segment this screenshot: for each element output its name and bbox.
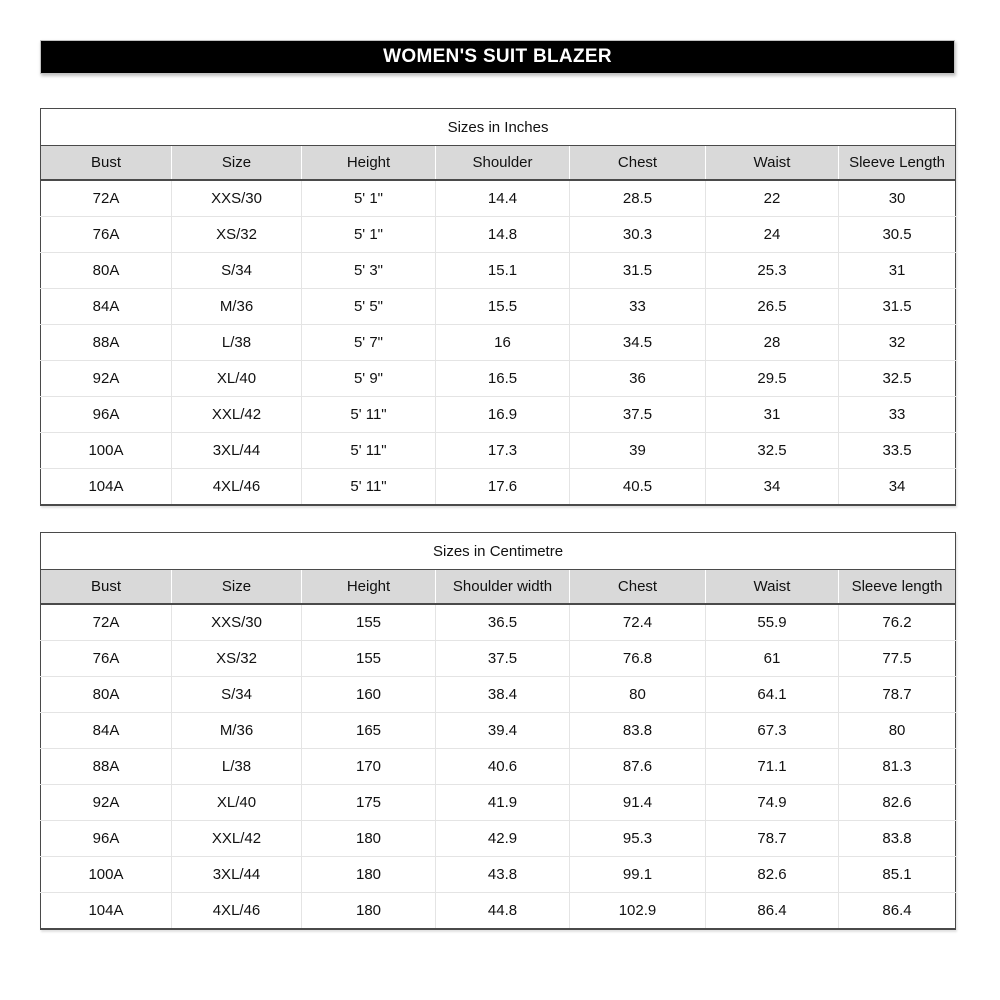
table-cell: 100A — [41, 857, 172, 893]
table-cell: 16.5 — [436, 361, 570, 397]
sizes-in-centimetre-table — [40, 532, 956, 930]
table-cell: 25.3 — [706, 253, 839, 289]
table-row — [41, 749, 956, 785]
table-cell: L/38 — [172, 749, 302, 785]
table-cell: 165 — [302, 713, 436, 749]
table-cell: 76A — [41, 641, 172, 677]
table-cell: 16.9 — [436, 397, 570, 433]
table-cell: XS/32 — [172, 641, 302, 677]
table-cell: 30 — [839, 180, 956, 217]
table-title: Sizes in Centimetre — [41, 533, 956, 570]
table-cell: 17.3 — [436, 433, 570, 469]
table-cell: 83.8 — [839, 821, 956, 857]
table-cell: 88A — [41, 749, 172, 785]
sizes-in-inches-table — [40, 108, 956, 506]
table-cell: 44.8 — [436, 893, 570, 930]
table-cell: 84A — [41, 289, 172, 325]
table-cell: 86.4 — [839, 893, 956, 930]
table-cell: 72A — [41, 604, 172, 641]
table-cell: 39 — [570, 433, 706, 469]
table-row — [41, 289, 956, 325]
table-cell: 96A — [41, 397, 172, 433]
column-header: Shoulder width — [436, 570, 570, 605]
table-cell: 72A — [41, 180, 172, 217]
table-cell: 99.1 — [570, 857, 706, 893]
table-cell: 76.8 — [570, 641, 706, 677]
table-cell: 4XL/46 — [172, 469, 302, 506]
table-cell: M/36 — [172, 289, 302, 325]
table-cell: 28.5 — [570, 180, 706, 217]
table-cell: 30.3 — [570, 217, 706, 253]
table-cell: 80A — [41, 253, 172, 289]
table-cell: 33 — [570, 289, 706, 325]
table-cell: 39.4 — [436, 713, 570, 749]
table-cell: 95.3 — [570, 821, 706, 857]
table-cell: 72.4 — [570, 604, 706, 641]
table-cell: 82.6 — [706, 857, 839, 893]
table-cell: 40.5 — [570, 469, 706, 506]
table-row — [41, 604, 956, 641]
table-cell: 76A — [41, 217, 172, 253]
table-cell: 83.8 — [570, 713, 706, 749]
table-cell: S/34 — [172, 253, 302, 289]
table-cell: 80 — [839, 713, 956, 749]
table-row — [41, 641, 956, 677]
table-cell: 5' 1" — [302, 217, 436, 253]
table-cell: 81.3 — [839, 749, 956, 785]
table-cell: 5' 9" — [302, 361, 436, 397]
table-cell: 37.5 — [436, 641, 570, 677]
table-cell: 3XL/44 — [172, 857, 302, 893]
table-cell: 104A — [41, 469, 172, 506]
column-header: Size — [172, 146, 302, 181]
table-cell: S/34 — [172, 677, 302, 713]
column-header: Waist — [706, 570, 839, 605]
table-cell: 26.5 — [706, 289, 839, 325]
table-cell: 155 — [302, 641, 436, 677]
table-cell: 4XL/46 — [172, 893, 302, 930]
column-header: Shoulder — [436, 146, 570, 181]
table-cell: 32.5 — [839, 361, 956, 397]
table-cell: 96A — [41, 821, 172, 857]
table-cell: 180 — [302, 821, 436, 857]
table-cell: XXS/30 — [172, 180, 302, 217]
table-cell: 32.5 — [706, 433, 839, 469]
table-cell: 155 — [302, 604, 436, 641]
table-cell: 34 — [706, 469, 839, 506]
table-row — [41, 253, 956, 289]
table-row — [41, 397, 956, 433]
table-cell: XL/40 — [172, 785, 302, 821]
table-title: Sizes in Inches — [41, 109, 956, 146]
table-cell: 86.4 — [706, 893, 839, 930]
table-cell: 5' 11" — [302, 433, 436, 469]
table-cell: XXL/42 — [172, 397, 302, 433]
column-header: Sleeve Length — [839, 146, 956, 181]
column-header: Chest — [570, 570, 706, 605]
table-row — [41, 785, 956, 821]
table-cell: 85.1 — [839, 857, 956, 893]
table-cell: 34.5 — [570, 325, 706, 361]
table-cell: 91.4 — [570, 785, 706, 821]
table-cell: 160 — [302, 677, 436, 713]
table-cell: 5' 1" — [302, 180, 436, 217]
table-cell: 84A — [41, 713, 172, 749]
table-cell: 170 — [302, 749, 436, 785]
table-row — [41, 677, 956, 713]
table-cell: 36 — [570, 361, 706, 397]
table-cell: 5' 5" — [302, 289, 436, 325]
table-cell: 78.7 — [706, 821, 839, 857]
table-cell: XS/32 — [172, 217, 302, 253]
table-cell: 175 — [302, 785, 436, 821]
product-banner — [40, 40, 955, 74]
table-cell: M/36 — [172, 713, 302, 749]
table-cell: 82.6 — [839, 785, 956, 821]
column-header: Bust — [41, 570, 172, 605]
table-cell: 100A — [41, 433, 172, 469]
table-cell: 40.6 — [436, 749, 570, 785]
column-header: Height — [302, 570, 436, 605]
table-cell: 5' 11" — [302, 469, 436, 506]
table-cell: 28 — [706, 325, 839, 361]
table-cell: 24 — [706, 217, 839, 253]
table-cell: 64.1 — [706, 677, 839, 713]
table-cell: 5' 11" — [302, 397, 436, 433]
table-row — [41, 857, 956, 893]
table-cell: 31.5 — [570, 253, 706, 289]
table-cell: 5' 7" — [302, 325, 436, 361]
table-cell: 55.9 — [706, 604, 839, 641]
table-cell: 31 — [839, 253, 956, 289]
table-cell: 17.6 — [436, 469, 570, 506]
table-cell: 61 — [706, 641, 839, 677]
table-title-row — [41, 109, 956, 146]
table-cell: XL/40 — [172, 361, 302, 397]
table-cell: 76.2 — [839, 604, 956, 641]
table-header-row — [41, 146, 956, 181]
column-header: Chest — [570, 146, 706, 181]
table-cell: 36.5 — [436, 604, 570, 641]
table-cell: 71.1 — [706, 749, 839, 785]
table-cell: 14.8 — [436, 217, 570, 253]
table-row — [41, 469, 956, 506]
table-cell: XXL/42 — [172, 821, 302, 857]
table-cell: 102.9 — [570, 893, 706, 930]
table-cell: 42.9 — [436, 821, 570, 857]
table-cell: 92A — [41, 361, 172, 397]
table-cell: 22 — [706, 180, 839, 217]
table-cell: 29.5 — [706, 361, 839, 397]
table-cell: 30.5 — [839, 217, 956, 253]
table-cell: 77.5 — [839, 641, 956, 677]
table-cell: 104A — [41, 893, 172, 930]
table-row — [41, 217, 956, 253]
table-cell: 67.3 — [706, 713, 839, 749]
table-cell: L/38 — [172, 325, 302, 361]
page-title: WOMEN'S SUIT BLAZER — [383, 46, 612, 67]
column-header: Height — [302, 146, 436, 181]
column-header: Sleeve length — [839, 570, 956, 605]
table-cell: 14.4 — [436, 180, 570, 217]
table-cell: 92A — [41, 785, 172, 821]
table-cell: 180 — [302, 893, 436, 930]
table-cell: 74.9 — [706, 785, 839, 821]
table-cell: 31 — [706, 397, 839, 433]
table-row — [41, 361, 956, 397]
table-cell: 80A — [41, 677, 172, 713]
table-cell: 37.5 — [570, 397, 706, 433]
table-cell: 34 — [839, 469, 956, 506]
table-header-row — [41, 570, 956, 605]
column-header: Size — [172, 570, 302, 605]
table-cell: 78.7 — [839, 677, 956, 713]
table-cell: XXS/30 — [172, 604, 302, 641]
table-row — [41, 893, 956, 930]
column-header: Bust — [41, 146, 172, 181]
table-cell: 15.1 — [436, 253, 570, 289]
table-cell: 88A — [41, 325, 172, 361]
table-cell: 3XL/44 — [172, 433, 302, 469]
table-cell: 180 — [302, 857, 436, 893]
table-cell: 31.5 — [839, 289, 956, 325]
table-cell: 5' 3" — [302, 253, 436, 289]
column-header: Waist — [706, 146, 839, 181]
table-cell: 33.5 — [839, 433, 956, 469]
table-row — [41, 325, 956, 361]
table-cell: 38.4 — [436, 677, 570, 713]
table-cell: 15.5 — [436, 289, 570, 325]
table-cell: 33 — [839, 397, 956, 433]
table-row — [41, 433, 956, 469]
table-cell: 32 — [839, 325, 956, 361]
table-cell: 43.8 — [436, 857, 570, 893]
table-cell: 41.9 — [436, 785, 570, 821]
table-row — [41, 180, 956, 217]
table-cell: 16 — [436, 325, 570, 361]
table-row — [41, 821, 956, 857]
table-title-row — [41, 533, 956, 570]
table-cell: 87.6 — [570, 749, 706, 785]
table-row — [41, 713, 956, 749]
table-cell: 80 — [570, 677, 706, 713]
